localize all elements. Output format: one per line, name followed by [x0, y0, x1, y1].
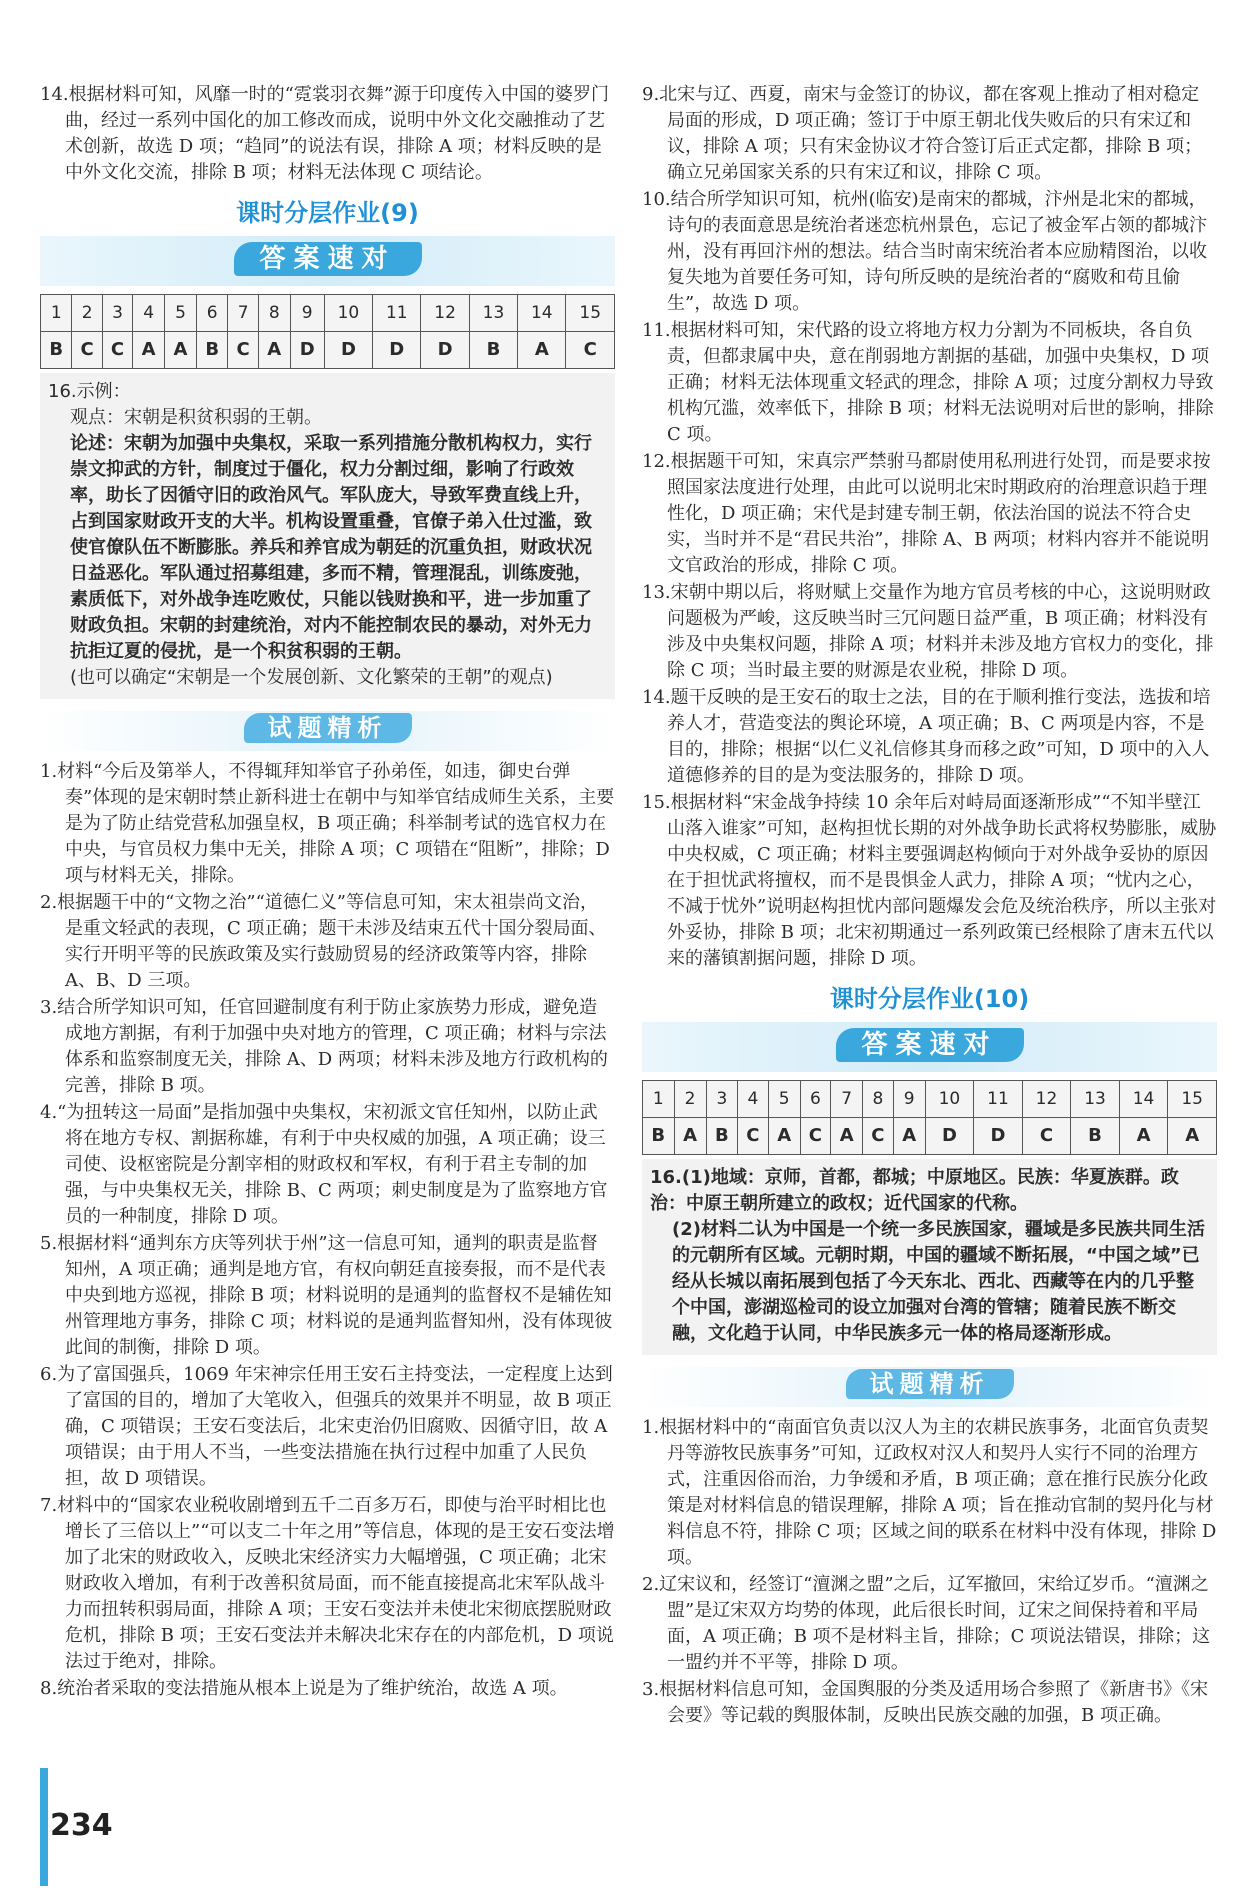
question-number-cell: 12 — [1022, 1081, 1071, 1118]
answer-cell: D — [925, 1118, 974, 1155]
answer-item: 6.为了富国强兵，1069 年宋神宗任用王安石主持变法，一定程度上达到了富国的目的，增加了大笔收入，但强兵的效果并不明显，故 B 项正确，C 项错误；王安石变法后，北宋吏治仍旧腐败、因循守旧，故 A 项错误；由于用人不当，一些变法措施在执行过程中加重了人民负担，故 D 项错误。 — [40, 1364, 613, 1489]
left-column — [40, 82, 615, 1703]
answer-cell: C — [800, 1118, 830, 1155]
answer-cell: D — [290, 332, 324, 369]
question-number-cell: 2 — [72, 295, 102, 332]
analysis-banner-label: 试题精析 — [846, 1369, 1014, 1399]
answer-cell: A — [893, 1118, 925, 1155]
essay-answer-10 — [642, 1159, 1217, 1355]
question-number-cell: 10 — [925, 1081, 974, 1118]
answer-item: 2.根据题干中的“文物之治”“道德仁义”等信息可知，宋太祖崇尚文治，是重文轻武的表现，C 项正确；题干未涉及结束五代十国分裂局面、实行开明平等的民族政策及实行鼓励贸易的经济政策等内容，排除 A、B、D 三项。 — [40, 892, 607, 991]
question-number-cell: 6 — [196, 295, 227, 332]
answer-item: 15.根据材料“宋金战争持续 10 余年后对峙局面逐渐形成”“不知半壁江山落入谁家”可知，赵构担忧长期的对外战争助长武将权势膨胀，威胁中央权威，C 项正确；材料主要强调赵构倾向于对外战争妥协的原因在于担忧武将擅权，而不是畏惧金人武力，排除 A 项；“忧内之心，不减于忧外”说明赵构担忧内部问题爆发会危及统治秩序，所以主张对外妥协，排除 B 项；北宋初期通过一系列政策已经根除了唐末五代以来的藩镇割据问题，排除 D 项。 — [642, 792, 1217, 969]
question-number-cell: 14 — [1119, 1081, 1168, 1118]
answer-item: 8.统治者采取的变法措施从根本上说是为了维护统治，故选 A 项。 — [40, 1678, 568, 1699]
answer-cell: B — [643, 1118, 675, 1155]
answer-cell: C — [72, 332, 102, 369]
question-number-cell: 5 — [768, 1081, 800, 1118]
answer-item: 4.“为扭转这一局面”是指加强中央集权，宋初派文官任知州，以防止武将在地方专权、割据称雄，有利于中央权威的加强，A 项正确；设三司使、设枢密院是分割宰相的财政权和军权，有利于君主专制的加强，与中央集权无关，排除 B、C 两项；刺史制度是为了监察地方官员的一种制度，排除 D 项。 — [40, 1102, 608, 1227]
answer-item: 11.根据材料可知，宋代路的设立将地方权力分割为不同板块，各自负责，但都隶属中央，意在削弱地方割据的基础，加强中央集权，D 项正确；材料无法体现重文轻武的理念，排除 A 项；过度分割权力导致机构冗滥，效率低下，排除 B 项；材料无法说明对后世的影响，排除 C 项。 — [642, 320, 1220, 445]
answer-cell: A — [133, 332, 165, 369]
question-number-cell: 9 — [893, 1081, 925, 1118]
question-number-cell: 7 — [228, 295, 258, 332]
answer-item: 7.材料中的“国家农业税收剧增到五千二百多万石，即使与治平时相比也增长了三倍以上”“可以支二十年之用”等信息，体现的是王安石变法增加了北宋的财政收入，反映北宋经济实力大幅增强，C 项正确；北宋财政收入增加，有利于改善积贫局面，而不能直接提高北宋军队战斗力而扭转积弱局面，排除 A 项；王安石变法并未使北宋彻底摆脱财政危机，排除 B 项；王安石变法并未解决北宋存在的内部危机，D 项说法过于绝对，排除。 — [40, 1495, 615, 1672]
answer-cell: C — [738, 1118, 768, 1155]
question-number-cell: 3 — [706, 1081, 738, 1118]
question-number-cell: 11 — [974, 1081, 1023, 1118]
answer-cell: A — [768, 1118, 800, 1155]
essay-answer-9 — [40, 373, 615, 699]
essay-head: 16.示例： — [48, 381, 131, 402]
answer-item: 10.结合所学知识可知，杭州(临安)是南宋的都城，汴州是北宋的都城，诗句的表面意思是统治者迷恋杭州景色，忘记了被金军占领的都城汴州，没有再回汴州的想法。结合当时南宋统治者本应励精图治，以收复失地为首要任务可知，诗句所反映的是统治者的“腐败和苟且偷生”，故选 D 项。 — [642, 189, 1207, 314]
answer-table-9 — [40, 294, 615, 369]
question-number-cell: 13 — [469, 295, 517, 332]
essay-viewpoint: 观点：宋朝是积贫积弱的王朝。 — [70, 407, 322, 428]
answer-cell: A — [674, 1118, 706, 1155]
answer-cell: C — [228, 332, 258, 369]
answers-banner — [642, 1022, 1217, 1072]
question-number-cell: 5 — [165, 295, 197, 332]
question-number-cell: 9 — [290, 295, 324, 332]
answers-banner-label: 答案速对 — [835, 1028, 1023, 1062]
answer-item: 5.根据材料“通判东方庆等列状于州”这一信息可知，通判的职责是监督知州，A 项正确；通判是地方官，有权向朝廷直接奏报，而不是代表中央到地方巡视，排除 B 项；材料说明的是通判的监督权不是辅佐知州管理地方事务，排除 C 项；材料说的是通判监督知州，没有体现彼此间的制衡，排除 D 项。 — [40, 1233, 613, 1358]
answer-table-10 — [642, 1080, 1217, 1155]
answer-item: 13.宋朝中期以后，将财赋上交量作为地方官员考核的中心，这说明财政问题极为严峻，这反映当时三冗问题日益严重，B 项正确；材料没有涉及中央集权问题，排除 A 项；材料并未涉及地方官权力的变化，排除 C 项；当时最主要的财源是农业税，排除 D 项。 — [642, 582, 1214, 681]
answer-cell: D — [974, 1118, 1023, 1155]
section-title-9: 课时分层作业(9) — [236, 199, 419, 227]
answer-cell: A — [831, 1118, 863, 1155]
question-number-cell: 11 — [373, 295, 421, 332]
analysis-banner-label: 试题精析 — [244, 713, 412, 743]
answer-cell: D — [324, 332, 372, 369]
answer-item: 12.根据题干可知，宋真宗严禁驸马都尉使用私刑进行处罚，而是要求按照国家法度进行处理，由此可以说明北宋时期政府的治理意识趋于理性化，D 项正确；宋代是封建专制王朝，依法治国的说法不符合史实，当时并不是“君民共治”，排除 A、B 两项；材料内容并不能说明文官政治的形成，排除 C 项。 — [642, 451, 1211, 576]
question-number-cell: 2 — [674, 1081, 706, 1118]
answer-cell: A — [1168, 1118, 1217, 1155]
question-number-cell: 1 — [643, 1081, 675, 1118]
question-number-cell: 14 — [518, 295, 566, 332]
answer-cell: B — [1071, 1118, 1120, 1155]
question-number-cell: 10 — [324, 295, 372, 332]
question-number-cell: 12 — [421, 295, 469, 332]
page-number: 234 — [50, 1808, 113, 1843]
section-title-10: 课时分层作业(10) — [829, 985, 1030, 1013]
answer-cell: D — [373, 332, 421, 369]
question-number-cell: 4 — [738, 1081, 768, 1118]
question-number-cell: 3 — [102, 295, 132, 332]
answer-item: 14.题干反映的是王安石的取士之法，目的在于顺利推行变法，选拔和培养人才，营造变法的舆论环境，A 项正确；B、C 两项是内容，不是目的，排除；根据“以仁义礼信修其身而移之政”可知，D 项中的入人道德修养的目的是为变法服务的，排除 D 项。 — [642, 687, 1211, 786]
question-number-cell: 8 — [863, 1081, 893, 1118]
answer-cell: B — [706, 1118, 738, 1155]
analysis-banner — [40, 711, 615, 751]
answer-cell: B — [196, 332, 227, 369]
question-number-cell: 7 — [831, 1081, 863, 1118]
answer-item: 14.根据材料可知，风靡一时的“霓裳羽衣舞”源于印度传入中国的婆罗门曲，经过一系列中国化的加工修改而成，说明中外文化交融推动了艺术创新，故选 D 项；“趋同”的说法有误，排除 A 项；材料反映的是中外文化交流，排除 B 项；材料无法体现 C 项结论。 — [40, 84, 610, 183]
answer-cell: C — [566, 332, 615, 369]
analysis-banner — [642, 1367, 1217, 1407]
answer-item: 1.材料“今后及第举人，不得辄拜知举官子孙弟侄，如违，御史台弹奏”体现的是宋朝时禁止新科进士在朝中与知举官结成师生关系，主要是为了防止结党营私加强皇权，B 项正确；科举制考试的选官权力在中央，与官员权力集中无关，排除 A 项；C 项错在“阻断”，排除；D 项与材料无关，排除。 — [40, 761, 616, 886]
right-column — [642, 82, 1223, 1730]
answer-cell: C — [102, 332, 132, 369]
question-number-cell: 15 — [566, 295, 615, 332]
answer-item: 3.结合所学知识可知，任官回避制度有利于防止家族势力形成，避免造成地方割据，有利于加强中央对地方的管理，C 项正确；材料与宗法体系和监察制度无关，排除 A、D 两项；材料未涉及地方行政机构的完善，排除 B 项。 — [40, 997, 608, 1096]
question-number-cell: 15 — [1168, 1081, 1217, 1118]
question-number-cell: 13 — [1071, 1081, 1120, 1118]
answer-cell: A — [258, 332, 290, 369]
question-number-cell: 4 — [133, 295, 165, 332]
answer-item: 2.辽宋议和，经签订“澶渊之盟”之后，辽军撤回，宋给辽岁币。“澶渊之盟”是辽宋双方均势的体现，此后很长时间，辽宋之间保持着和平局面，A 项正确；B 项不是材料主旨，排除；C 项说法错误，排除；这一盟约并不平等，排除 D 项。 — [642, 1574, 1211, 1673]
essay-part-1: 16.(1)地域：京师，首都，都城；中原地区。民族：华夏族群。政治：中原王朝所建立的政权；近代国家的代称。 — [650, 1167, 1179, 1214]
answer-cell: B — [41, 332, 72, 369]
question-number-cell: 6 — [800, 1081, 830, 1118]
answers-banner-label: 答案速对 — [233, 242, 421, 276]
answers-banner — [40, 236, 615, 286]
answer-item: 9.北宋与辽、西夏，南宋与金签订的协议，都在客观上推动了相对稳定局面的形成，D 项正确；签订于中原王朝北伐失败后的只有宋辽和议，排除 A 项；只有宋金协议才符合签订后正式定都，排除 B 项；确立兄弟国家关系的只有宋辽和议，排除 C 项。 — [642, 84, 1203, 183]
essay-part-2: (2)材料二认为中国是一个统一多民族国家，疆域是多民族共同生活的元朝所有区域。元朝时期，中国的疆域不断拓展，“中国之域”已经从长城以南拓展到包括了今天东北、西北、西藏等在内的几乎整个中国，澎湖巡检司的设立加强对台湾的管辖；随着民族不断交融，文化趋于认同，中华民族多元一体的格局逐渐形成。 — [672, 1219, 1205, 1344]
essay-argument: 论述：宋朝为加强中央集权，采取一系列措施分散机构权力，实行崇文抑武的方针，制度过于僵化，权力分割过细，影响了行政效率，助长了因循守旧的政治风气。军队庞大，导致军费直线上升，占到国家财政开支的大半。机构设置重叠，官僚子弟入仕过滥，致使官僚队伍不断膨胀。养兵和养官成为朝廷的沉重负担，财政状况日益恶化。军队通过招募组建，多而不精，管理混乱，训练废弛，素质低下，对外战争连吃败仗，只能以钱财换和平，进一步加重了财政负担。宋朝的封建统治，对内不能控制农民的暴动，对外无力抗拒辽夏的侵扰，是一个积贫积弱的王朝。 — [70, 433, 592, 662]
answer-cell: C — [863, 1118, 893, 1155]
question-number-cell: 1 — [41, 295, 72, 332]
page-edge-bar — [40, 1768, 48, 1886]
answer-cell: D — [421, 332, 469, 369]
answer-item: 1.根据材料中的“南面官负责以汉人为主的农耕民族事务，北面官负责契丹等游牧民族事务”可知，辽政权对汉人和契丹人实行不同的治理方式，注重因俗而治，力争缓和矛盾，B 项正确；意在推行民族分化政策是对材料信息的错误理解，排除 A 项；旨在推动官制的契丹化与材料信息不符，排除 C 项；区域之间的联系在材料中没有体现，排除 D 项。 — [642, 1417, 1223, 1568]
answer-item: 3.根据材料信息可知，金国舆服的分类及适用场合参照了《新唐书》《宋会要》等记载的舆服体制，反映出民族交融的加强，B 项正确。 — [642, 1679, 1209, 1726]
essay-note: (也可以确定“宋朝是一个发展创新、文化繁荣的王朝”的观点) — [70, 667, 553, 688]
answer-cell: C — [1022, 1118, 1071, 1155]
answer-cell: B — [469, 332, 517, 369]
answer-cell: A — [518, 332, 566, 369]
answer-cell: A — [165, 332, 197, 369]
answer-cell: A — [1119, 1118, 1168, 1155]
question-number-cell: 8 — [258, 295, 290, 332]
